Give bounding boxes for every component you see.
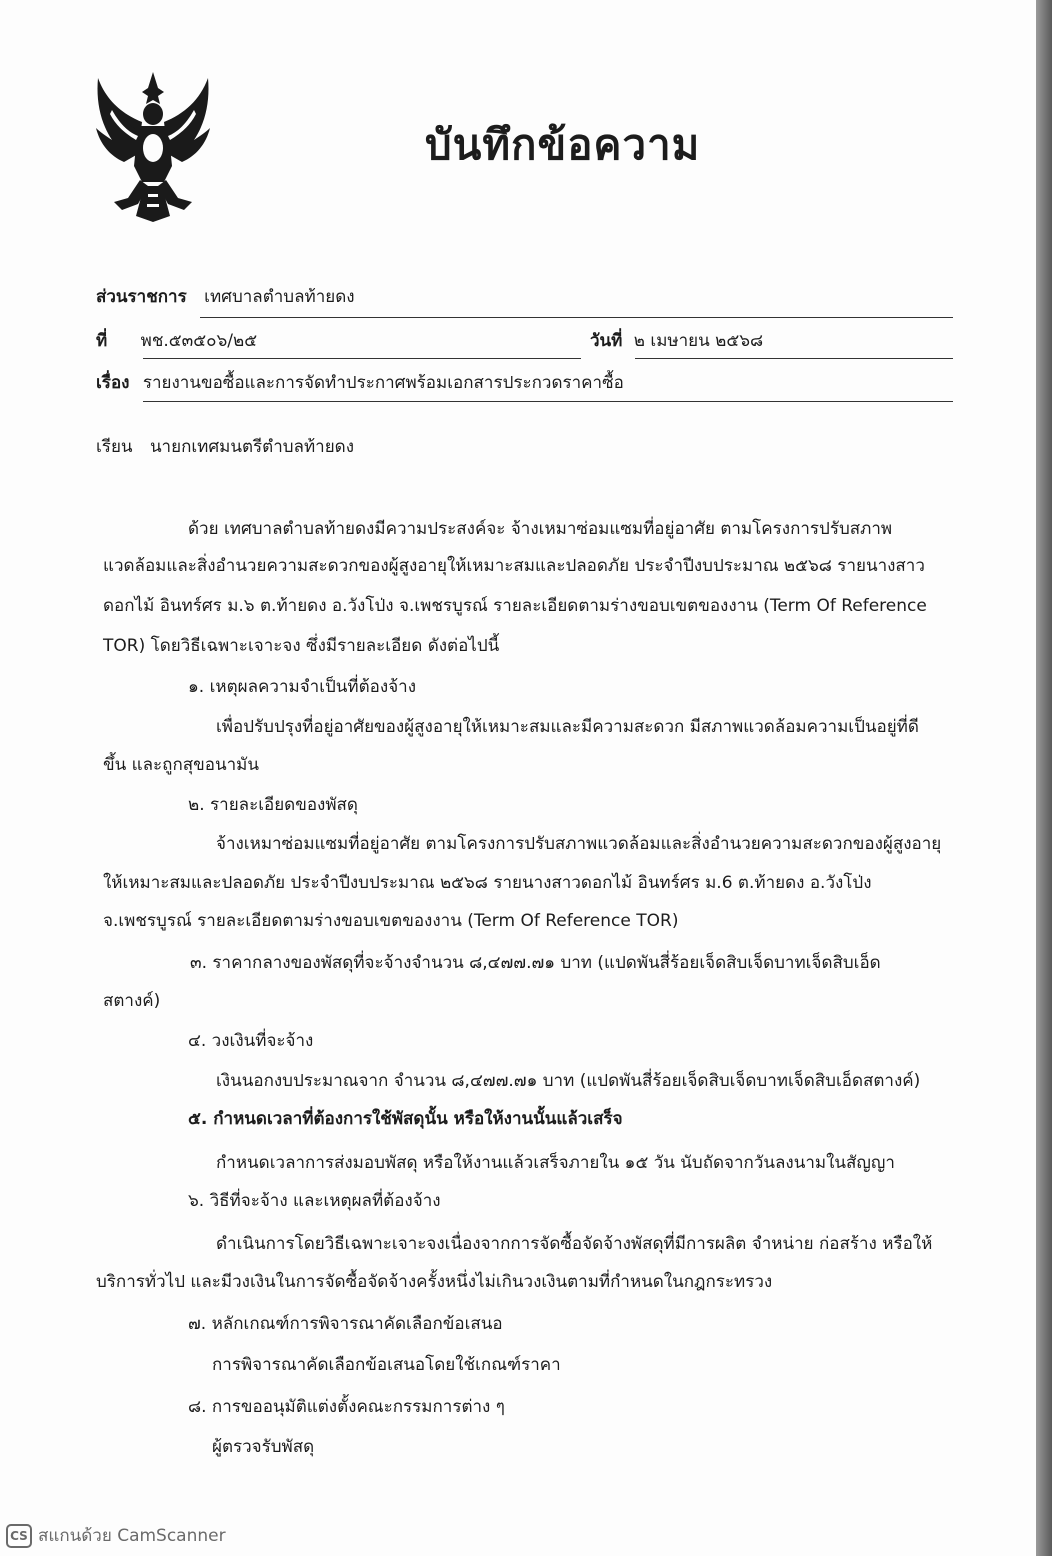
section-7-heading: ๗. หลักเกณฑ์การพิจารณาคัดเลือกข้อเสนอ <box>188 1314 503 1334</box>
scanner-watermark <box>6 1522 226 1549</box>
section-3-text: ๓. ราคากลางของพัสดุที่จะจ้างจำนวน ๘,๔๗๗.๗๑ บาท (แปดพันสี่ร้อยเจ็ดสิบเจ็ดบาทเจ็ดสิบเอ็ด <box>190 953 881 973</box>
subject-underline <box>143 401 953 402</box>
agency-value: เทศบาลตำบลท้ายดง <box>204 287 355 307</box>
scanner-watermark-text: สแกนด้วย CamScanner <box>38 1526 226 1546</box>
subject-row <box>96 369 624 396</box>
date-label: วันที่ <box>590 331 623 351</box>
section-6-heading: ๖. วิธีที่จะจ้าง และเหตุผลที่ต้องจ้าง <box>188 1191 441 1211</box>
section-4-text: เงินนอกงบประมาณจาก จำนวน ๘,๔๗๗.๗๑ บาท (แปดพันสี่ร้อยเจ็ดสิบเจ็ดบาทเจ็ดสิบเอ็ดสตางค์) <box>216 1071 921 1091</box>
section-3-text: สตางค์) <box>103 991 161 1011</box>
ref-row <box>96 327 257 354</box>
ref-value: พช.๕๓๕๐๖/๒๕ <box>140 331 258 351</box>
section-8-heading: ๘. การขออนุมัติแต่งตั้งคณะกรรมการต่าง ๆ <box>188 1397 505 1417</box>
memo-title: บันทึกข้อความ <box>425 120 701 169</box>
section-5-text: กำหนดเวลาการส่งมอบพัสดุ หรือให้งานแล้วเสร็จภายใน ๑๕ วัน นับถัดจากวันลงนามในสัญญา <box>216 1153 895 1173</box>
intro-line: ด้วย เทศบาลตำบลท้ายดงมีความประสงค์จะ จ้างเหมาซ่อมแซมที่อยู่อาศัย ตามโครงการปรับสภาพ <box>188 519 893 539</box>
agency-underline <box>200 317 953 318</box>
ref-underline <box>143 358 581 359</box>
intro-line: TOR) โดยวิธีเฉพาะเจาะจง ซึ่งมีรายละเอียด ดังต่อไปนี้ <box>103 636 500 656</box>
section-2-text: จ.เพชรบูรณ์ รายละเอียดตามร่างขอบเขตของงาน (Term Of Reference TOR) <box>103 911 679 931</box>
intro-line: ดอกไม้ อินทร์ศร ม.๖ ต.ท้ายดง อ.วังโป่ง จ.เพชรบูรณ์ รายละเอียดตามร่างขอบเขตของงาน (Term Of Reference <box>103 596 927 616</box>
section-7-text: การพิจารณาคัดเลือกข้อเสนอโดยใช้เกณฑ์ราคา <box>212 1355 561 1375</box>
camscanner-logo-icon: CS <box>6 1524 32 1548</box>
date-value: ๒ เมษายน ๒๕๖๘ <box>633 331 764 351</box>
section-2-text: ให้เหมาะสมและปลอดภัย ประจำปีงบประมาณ ๒๕๖๘ รายนางสาวดอกไม้ อินทร์ศร ม.6 ต.ท้ายดง อ.วังโป่ง <box>103 873 872 893</box>
section-6-text: ดำเนินการโดยวิธีเฉพาะเจาะจงเนื่องจากการจัดซื้อจัดจ้างพัสดุที่มีการผลิต จำหน่าย ก่อสร้าง หรือให้ <box>216 1234 933 1254</box>
scan-edge-shadow <box>1036 0 1052 1556</box>
section-1-text: ขึ้น และถูกสุขอนามัน <box>103 755 259 775</box>
subject-value: รายงานขอซื้อและการจัดทำประกาศพร้อมเอกสารประกวดราคาซื้อ <box>142 373 624 393</box>
to-label: เรียน <box>96 437 133 457</box>
section-1-heading: ๑. เหตุผลความจำเป็นที่ต้องจ้าง <box>188 677 416 697</box>
intro-line: แวดล้อมและสิ่งอำนวยความสะดวกของผู้สูงอายุให้เหมาะสมและปลอดภัย ประจำปีงบประมาณ ๒๕๖๘ รายนางสาว <box>103 556 925 576</box>
section-5-heading: ๕. กำหนดเวลาที่ต้องการใช้พัสดุนั้น หรือให้งานนั้นแล้วเสร็จ <box>188 1109 623 1129</box>
date-underline <box>635 358 953 359</box>
to-row <box>96 433 354 460</box>
agency-row <box>96 283 355 310</box>
garuda-emblem-icon <box>92 70 214 224</box>
subject-label: เรื่อง <box>96 373 130 393</box>
section-8-text: ผู้ตรวจรับพัสดุ <box>212 1437 315 1457</box>
section-1-text: เพื่อปรับปรุงที่อยู่อาศัยของผู้สูงอายุให้เหมาะสมและมีความสะดวก มีสภาพแวดล้อมความเป็นอยู่ที่ดี <box>216 717 919 737</box>
agency-label: ส่วนราชการ <box>96 287 187 307</box>
to-value: นายกเทศมนตรีตำบลท้ายดง <box>149 437 355 457</box>
date-row <box>590 327 763 354</box>
section-6-text: บริการทั่วไป และมีวงเงินในการจัดซื้อจัดจ้างครั้งหนึ่งไม่เกินวงเงินตามที่กำหนดในกฎกระทรวง <box>96 1272 773 1292</box>
section-4-heading: ๔. วงเงินที่จะจ้าง <box>188 1031 314 1051</box>
section-2-heading: ๒. รายละเอียดของพัสดุ <box>188 795 358 815</box>
ref-label: ที่ <box>96 331 108 351</box>
section-2-text: จ้างเหมาซ่อมแซมที่อยู่อาศัย ตามโครงการปรับสภาพแวดล้อมและสิ่งอำนวยความสะดวกของผู้สูงอายุ <box>216 834 942 854</box>
